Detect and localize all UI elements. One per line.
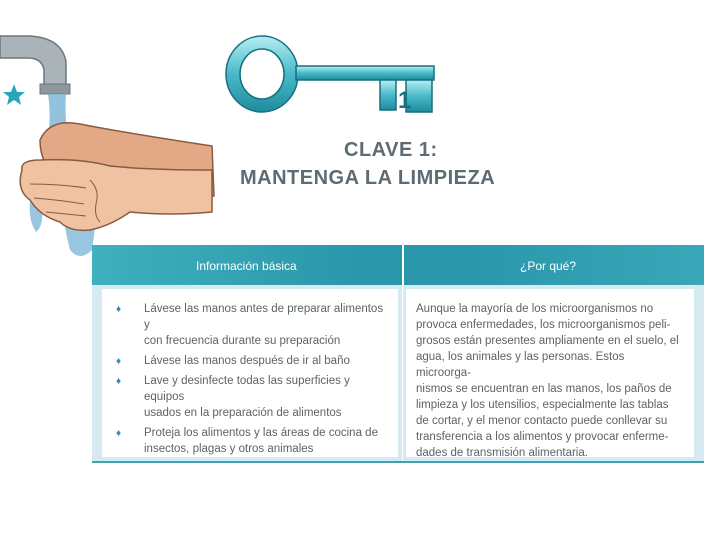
list-item-text: Lave y desinfecte todas las superficies y equipos usados en la preparación de alimentos bbox=[144, 375, 350, 419]
list-item-text: Lávese las manos después de ir al baño bbox=[144, 355, 350, 367]
bullet-icon: ♦ bbox=[116, 304, 122, 315]
list-item-text: Lávese las manos antes de preparar alimentos y con frecuencia durante su preparación bbox=[144, 303, 384, 347]
info-table bbox=[92, 245, 704, 463]
bullet-icon: ♦ bbox=[116, 428, 122, 439]
page-title bbox=[240, 136, 495, 192]
column-divider bbox=[402, 245, 403, 461]
bullet-list bbox=[114, 301, 392, 461]
bullet-icon: ♦ bbox=[116, 376, 122, 387]
table-header bbox=[92, 245, 704, 285]
list-item bbox=[114, 353, 392, 369]
bullet-icon: ♦ bbox=[116, 356, 122, 367]
why-text: Aunque la mayoría de los microorganismos no provoca enfermedades, los microorganismos peli- grosos están presentes ampliamente en el suelo, el agua, los animales y las personas. Estos microorga- nismos se encuentran en las manos, los paños de limpieza y los utensilios, especialmente las tablas de cortar, y el menor contacto puede conllevar su transferencia a los alimentos y provocar enferme- dades de transmisión alimentaria. bbox=[416, 303, 679, 459]
title-line-1: CLAVE 1: bbox=[344, 139, 438, 161]
list-item bbox=[114, 373, 392, 421]
list-item-text: Proteja los alimentos y las áreas de cocina de insectos, plagas y otros animales bbox=[144, 427, 378, 455]
key-number: 1 bbox=[398, 87, 412, 114]
title-line-2: MANTENGA LA LIMPIEZA bbox=[240, 167, 496, 189]
header-basic-info: Información básica bbox=[196, 259, 297, 273]
key-icon bbox=[220, 28, 445, 120]
basic-info-cell bbox=[102, 289, 398, 457]
star-icon bbox=[3, 84, 25, 105]
hand-washing-illustration bbox=[0, 0, 230, 270]
list-item bbox=[114, 425, 392, 457]
why-cell bbox=[406, 289, 694, 457]
list-item bbox=[114, 301, 392, 349]
header-why: ¿Por qué? bbox=[520, 259, 577, 273]
